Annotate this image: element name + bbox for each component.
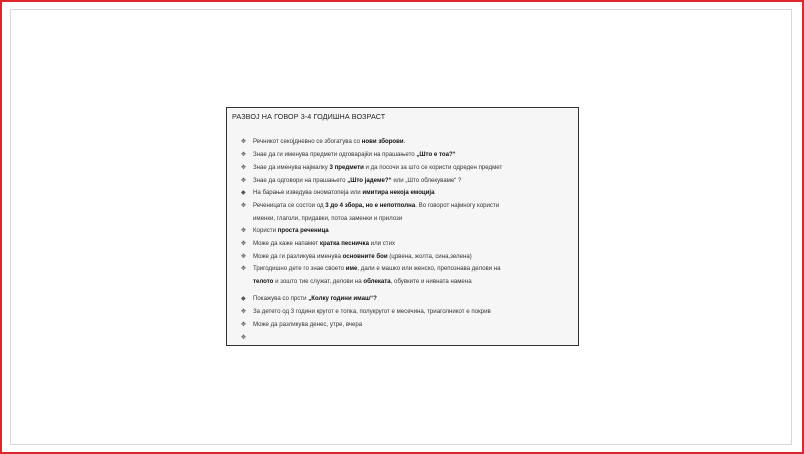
document-image: РАЗВОЈ НА ГОВОР 3-4 ГОДИШНА ВОЗРАСТ ✥ Речникот секојдневно се збогатува со нови зборови. ✥ Знае да ги именува предмети одговарајќи на прашањето „Што е тоа?“ ✥ Знае да именува најмалку 3 предмети и да посочи за што се користи одреден предмет ✥ Знае да одговори на прашањето „Што јадеме?“ или „Што облекуваме“ ? ◆ На барање изведува ономатопеја или имитира некоја емоција ✥ Реченицата се состои од 3 до 4 збора, но е непотполна. Во говорот најмногу користи именки, глаголи, придавки, потоа заменки и прилози ✥ Користи проста реченица ✥ Може да каже напамет кратка песничка или стих ✥ Може да ги разликува именува основните бои (црвена, жолта, сина,зелена) ✥ Тригодишно дете го знае своето име, дали е машко или женско, препознава делови на телото и зошто тие служат, делови на облеката, обувките и нивната намена ◆ Покажува со прсти „Колку години имаш“? ✥ За детето од 3 години кругот е топка, полукругот е месечина, триаголникот е покрив ✥ Може да разликува денес, утре, вчера ✥	[226, 107, 579, 346]
bullet-icon: ✥	[241, 253, 247, 260]
bullet-icon: ✥	[241, 227, 247, 234]
document-title: РАЗВОЈ НА ГОВОР 3-4 ГОДИШНА ВОЗРАСТ	[232, 112, 386, 121]
bullet-icon: ✥	[241, 151, 247, 158]
bullet-icon: ✥	[241, 334, 247, 341]
filled-diamond-bullet-icon: ◆	[241, 189, 246, 196]
bullet-icon: ✥	[241, 177, 247, 184]
bullet-icon: ✥	[241, 240, 247, 247]
bullet-icon: ✥	[241, 202, 247, 209]
bullet-icon: ✥	[241, 138, 247, 145]
bullet-icon: ✥	[241, 321, 247, 328]
bullet-icon: ✥	[241, 164, 247, 171]
bullet-icon: ✥	[241, 308, 247, 315]
bullet-icon: ✥	[241, 265, 247, 272]
filled-diamond-bullet-icon: ◆	[241, 295, 246, 302]
